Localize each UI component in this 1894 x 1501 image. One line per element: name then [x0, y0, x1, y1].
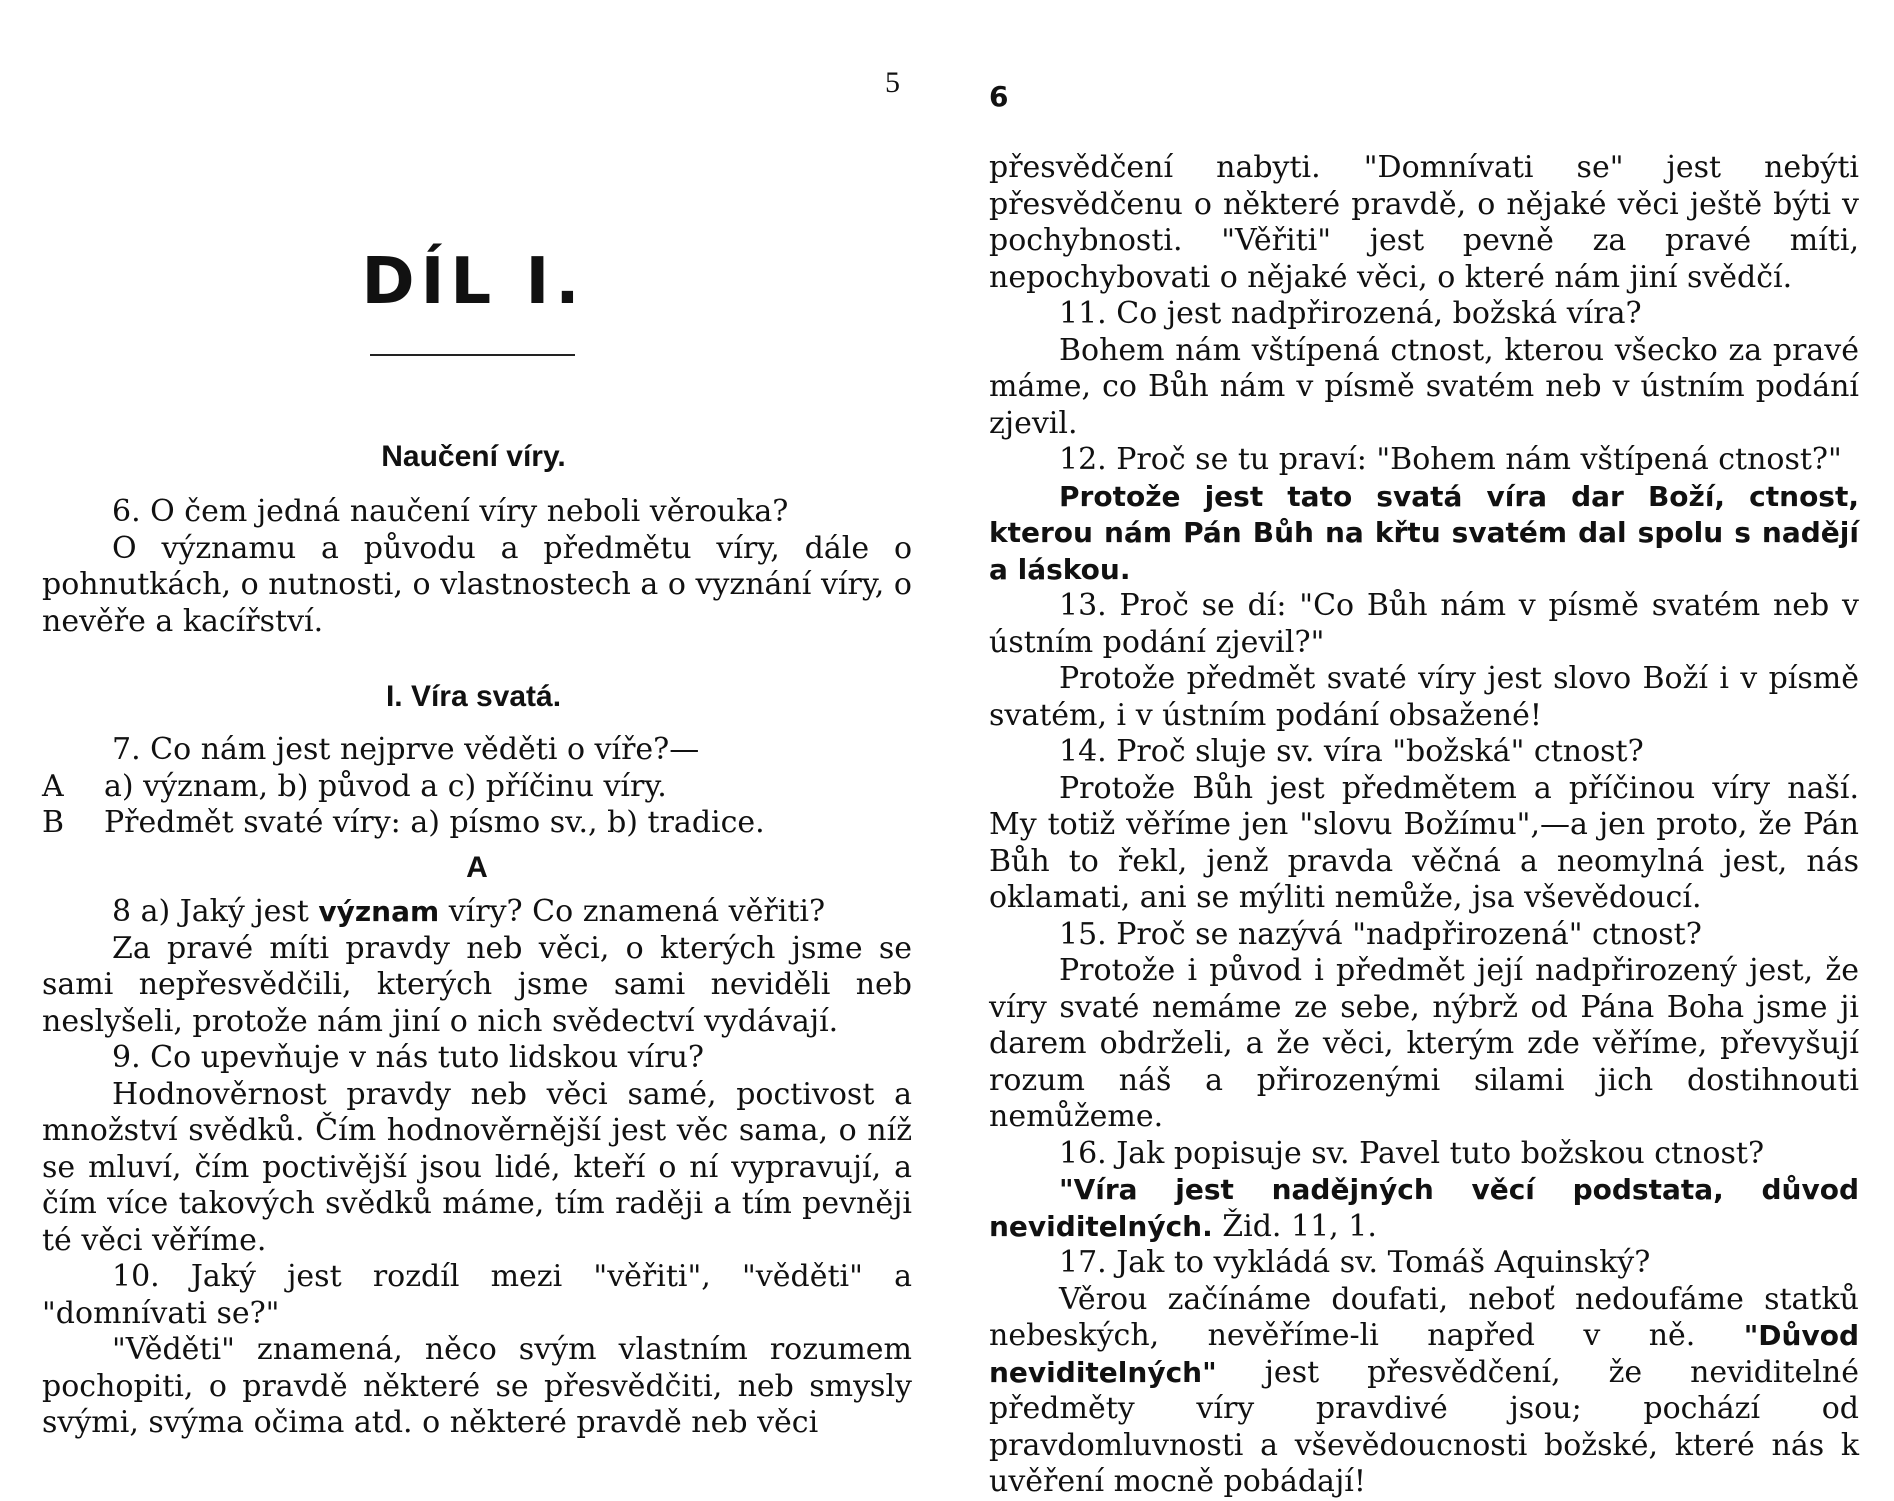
right-column	[989, 150, 1859, 1501]
answer-17	[989, 1282, 1859, 1501]
answer-12: Protože jest tato svatá víra dar Boží, ctnost, kterou nám Pán Bůh na křtu svatém dal spolu s nadějí a láskou.	[989, 479, 1859, 586]
list-text: Předmět svaté víry: a) písmo sv., b) tradice.	[104, 805, 765, 840]
section-title: Naučení víry.	[381, 440, 566, 473]
question-16: 16. Jak popisuje sv. Pavel tuto božskou ctnost?	[1059, 1135, 1765, 1171]
question-13: 13. Proč se dí: "Co Bůh nám v písmě svatém neb v ústním podání zjevil?"	[989, 588, 1859, 660]
answer-10: "Věděti" znamená, něco svým vlastním rozumem pochopiti, o pravdě některé se přesvědčiti, neb smysly svými, svýma očima atd. o některé pravdě neb věci	[42, 1332, 912, 1440]
subsection-title: I. Víra svatá.	[385, 680, 562, 713]
answer-16	[989, 1172, 1859, 1245]
answer-8: Za pravé míti pravdy neb věci, o kterých jsme se sami nepřesvědčili, kterých jsme sami neviděli neb neslyšeli, protože nám jiní o nich svědectví vydávají.	[42, 930, 912, 1039]
answer-9: Hodnověrnost pravdy neb věci samé, poctivost a množství svědků. Čím hodnověrnější jest věc sama, o níž se mluví, čím poctivější jsou lidé, kteří o ní vypravují, a čím více takových svědků máme, tím raději a tím pevněji té věci věříme.	[42, 1076, 912, 1258]
question-11: 11. Co jest nadpřirozená, božská víra?	[1059, 296, 1642, 331]
question-8-post: víry? Co znamená věřiti?	[439, 894, 826, 929]
question-14: 14. Proč sluje sv. víra "božská" ctnost?	[1059, 734, 1644, 769]
question-7: 7. Co nám jest nejprve věděti o víře?—	[112, 732, 700, 767]
question-8-pre: 8 a) Jaký jest	[112, 894, 319, 929]
right-page	[947, 0, 1894, 1500]
question-12: 12. Proč se tu praví: "Bohem nám vštípená ctnost?"	[1059, 442, 1842, 477]
list-item	[0, 769, 912, 806]
question-17: 17. Jak to vykládá sv. Tomáš Aquinský?	[1059, 1245, 1651, 1280]
question-10: 10. Jaký jest rozdíl mezi "věřiti", "věděti" a "domnívati se?"	[42, 1259, 912, 1331]
question-8	[42, 894, 912, 931]
list-text: a) význam, b) původ a c) příčinu víry.	[104, 768, 667, 804]
part-a-heading: A	[466, 850, 488, 884]
answer-14: Protože Bůh jest předmětem a příčinou víry naší. My totiž věříme jen "slovu Božímu",—a jen proto, že Pán Bůh to řekl, jenž pravda věčná a neomylná jest, nás oklamati, ani se mýliti nemůže, jsa vševědoucí.	[989, 770, 1859, 915]
part-title: DÍL I.	[361, 245, 586, 319]
answer-16-quote: "Víra jest nadějných věcí podstata, důvod neviditelných.	[989, 1173, 1859, 1243]
answer-17-post: jest přesvědčení, že neviditelné předměty víry pravdivé jsou; pochází od pravdomluvnosti a vševědoucnosti božské, které nás k uvěření mocně pobádají!	[989, 1354, 1859, 1499]
list-letter: B	[42, 805, 65, 840]
answer-17-bold: "Důvod neviditelných"	[989, 1319, 1859, 1389]
list-item	[0, 805, 912, 842]
answer-17-pre: Věrou začínáme doufati, neboť nedoufáme statků nebeských, nevěříme-li napřed v ně.	[989, 1281, 1859, 1353]
answer-16-reference: Žid. 11, 1.	[1212, 1208, 1377, 1244]
list-letter: A	[42, 768, 64, 804]
answer-6: O významu a původu a předmětu víry, dále o pohnutkách, o nutnosti, o vlastnostech a o vyznání víry, o nevěře a kacířství.	[42, 530, 912, 639]
question-15: 15. Proč se nazývá "nadpřirozená" ctnost?	[1059, 916, 1702, 952]
page-number: 6	[989, 80, 1009, 113]
left-page	[0, 0, 947, 1500]
question-6: 6. O čem jedná naučení víry neboli věrouka?	[112, 494, 789, 529]
divider	[370, 354, 575, 356]
left-column-2	[42, 732, 912, 1442]
question-8-bold: význam	[318, 895, 440, 928]
answer-13: Protože předmět svaté víry jest slovo Boží i v písmě svatém, i v ústním podání obsažené!	[989, 661, 1859, 733]
answer-10-continued: přesvědčení nabyti. "Domnívati se" jest nebýti přesvědčenu o některé pravdě, o nějaké věci ještě býti v pochybnosti. "Věřiti" jest pevně za pravé míti, nepochybovati o nějaké věci, o které nám jiní svědčí.	[989, 150, 1859, 295]
left-column	[42, 494, 912, 640]
answer-15: Protože i původ i předmět její nadpřirozený jest, že víry svaté nemáme ze sebe, nýbrž od Pána Boha jsme ji darem obdrželi, a že věci, kterým zde věříme, převyšují rozum náš a přirozenými silami jich dostihnouti nemůžeme.	[989, 953, 1859, 1134]
page-number: 5	[885, 66, 900, 99]
question-9: 9. Co upevňuje v nás tuto lidskou víru?	[112, 1040, 705, 1075]
answer-11: Bohem nám vštípená ctnost, kterou všecko za pravé máme, co Bůh nám v písmě svatém neb v ústním podání zjevil.	[989, 332, 1859, 441]
